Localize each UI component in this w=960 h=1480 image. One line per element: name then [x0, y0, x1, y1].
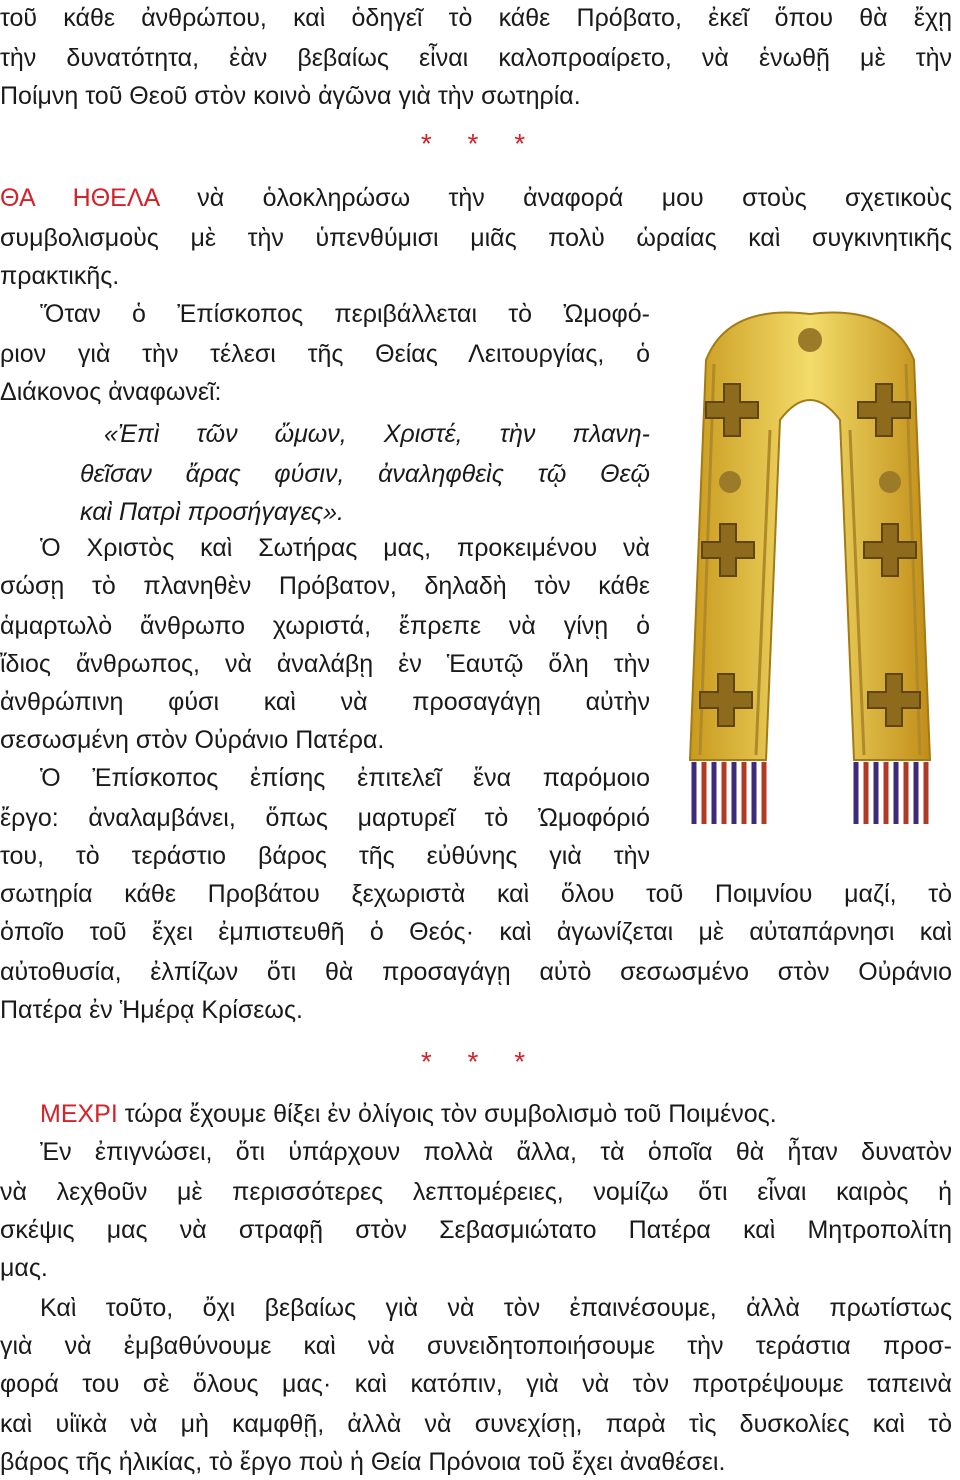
- text-line: Ποίμνη τοῦ Θεοῦ στὸν κοινὸ ἀγῶνα γιὰ τὴν σωτηρία.: [0, 82, 581, 110]
- text-line: καὶ υἱϊκὰ νὰ μὴ καμφθῇ, ἀλλὰ νὰ συνεχίσῃ, παρὰ τὶς δυσκολίες καὶ τὸ: [0, 1410, 952, 1438]
- quote-line: «Ἐπὶ τῶν ὤμων, Χριστέ, τὴν πλανη-: [104, 420, 650, 448]
- text-line: Πατέρα ἐν Ἡμέρᾳ Κρίσεως.: [0, 996, 303, 1024]
- text-line: ριον γιὰ τὴν τέλεσι τῆς Θείας Λειτουργίας, ὁ: [0, 340, 650, 368]
- text-line: συμβολισμοὺς μὲ τὴν ὑπενθύμισι μιᾶς πολὺ ὡραίας καὶ συγκινητικῆς: [0, 224, 952, 252]
- text-line: Ἐν ἐπιγνώσει, ὅτι ὑπάρχουν πολλὰ ἄλλα, τὰ ὁποῖα θὰ ἦταν δυνατὸν: [40, 1138, 952, 1166]
- text-line: σωτηρία κάθε Προβάτου ξεχωριστὰ καὶ ὅλου τοῦ Ποιμνίου μαζί, τὸ: [0, 880, 952, 908]
- text-line: ἁμαρτωλὸ ἄνθρωπο χωριστά, ἔπρεπε νὰ γίνῃ ὁ: [0, 612, 650, 640]
- text-line: μας.: [0, 1254, 48, 1282]
- text-line: ἔργο: ἀναλαμβάνει, ὅπως μαρτυρεῖ τὸ Ὠμοφόριό: [0, 804, 650, 832]
- text-line: ὁποῖο τοῦ ἔχει ἐμπιστευθῆ ὁ Θεός· καὶ ἀγωνίζεται μὲ αὐταπάρνησι καὶ: [0, 918, 952, 946]
- text-line: Ὅταν ὁ Ἐπίσκοπος περιβάλλεται τὸ Ὠμοφό-: [40, 300, 650, 328]
- text-run: νὰ ὁλοκληρώσω τὴν ἀναφορά μου στοὺς σχετικοὺς: [158, 184, 953, 212]
- section-lead-word: ΘΑ ΗΘΕΛΑ: [0, 184, 159, 212]
- text-line: σώσῃ τὸ πλανηθὲν Πρόβατον, δηλαδὴ τὸν κάθε: [0, 572, 650, 600]
- text-line: νὰ λεχθοῦν μὲ περισσότερες λεπτομέρειες, νομίζω ὅτι εἶναι καιρὸς ἡ: [0, 1178, 952, 1206]
- text-line: τὴν δυνατότητα, ἐὰν βεβαίως εἶναι καλοπροαίρετο, νὰ ἑνωθῇ μὲ τὴν: [0, 44, 952, 72]
- omophorion-image: [668, 300, 952, 856]
- quote-line: καὶ Πατρὶ προσήγαγες».: [80, 498, 345, 526]
- text-line: φορά του σὲ ὅλους μας· καὶ κατόπιν, γιὰ νὰ τὸν προτρέψουμε ταπεινὰ: [0, 1370, 952, 1398]
- text-line: Ὁ Χριστὸς καὶ Σωτήρας μας, προκειμένου νὰ: [40, 534, 650, 562]
- section-first-line: [0, 180, 952, 216]
- text-line: Διάκονος ἀναφωνεῖ:: [0, 378, 222, 406]
- section-first-line: [40, 1096, 777, 1132]
- text-line: ἀνθρώπινη φύσι καὶ νὰ προσαγάγῃ αὐτὴν: [0, 688, 650, 716]
- text-line: γιὰ νὰ ἐμβαθύνουμε καὶ νὰ συνειδητοποιήσουμε τὴν τεράστια προσ-: [0, 1332, 952, 1360]
- text-line: ἴδιος ἄνθρωπος, νὰ ἀναλάβῃ ἐν Ἑαυτῷ ὅλη τὴν: [0, 650, 650, 678]
- text-line: του, τὸ τεράστιο βάρος τῆς εὐθύνης γιὰ τὴν: [0, 842, 650, 870]
- text-line: σεσωσμένη στὸν Οὐράνιο Πατέρα.: [0, 726, 385, 754]
- text-line: Καὶ τοῦτο, ὄχι βεβαίως γιὰ νὰ τὸν ἐπαινέσουμε, ἀλλὰ πρωτίστως: [40, 1294, 952, 1322]
- text-line: αὐτοθυσία, ἐλπίζων ὅτι θὰ προσαγάγῃ αὐτὸ σεσωσμένο στὸν Οὐράνιο: [0, 958, 952, 986]
- text-line: πρακτικῆς.: [0, 262, 120, 290]
- section-separator: * * *: [420, 128, 540, 159]
- text-run: τώρα ἔχουμε θίξει ἐν ὀλίγοις τὸν συμβολισμὸ τοῦ Ποιμένος.: [117, 1100, 777, 1128]
- text-line: Ὁ Ἐπίσκοπος ἐπίσης ἐπιτελεῖ ἕνα παρόμοιο: [40, 764, 650, 792]
- section-separator: * * *: [420, 1046, 540, 1077]
- quote-line: θεῖσαν ἄρας φύσιν, ἀναληφθεὶς τῷ Θεῷ: [80, 460, 650, 488]
- text-line: βάρος τῆς ἡλικίας, τὸ ἔργο ποὺ ἡ Θεία Πρόνοια τοῦ ἔχει ἀναθέσει.: [0, 1448, 726, 1476]
- text-line: σκέψις μας νὰ στραφῇ στὸν Σεβασμιώτατο Πατέρα καὶ Μητροπολίτη: [0, 1216, 952, 1244]
- section-lead-word: ΜΕΧΡΙ: [40, 1100, 118, 1128]
- text-line: τοῦ κάθε ἀνθρώπου, καὶ ὁδηγεῖ τὸ κάθε Πρόβατο, ἐκεῖ ὅπου θὰ ἔχῃ: [0, 4, 952, 32]
